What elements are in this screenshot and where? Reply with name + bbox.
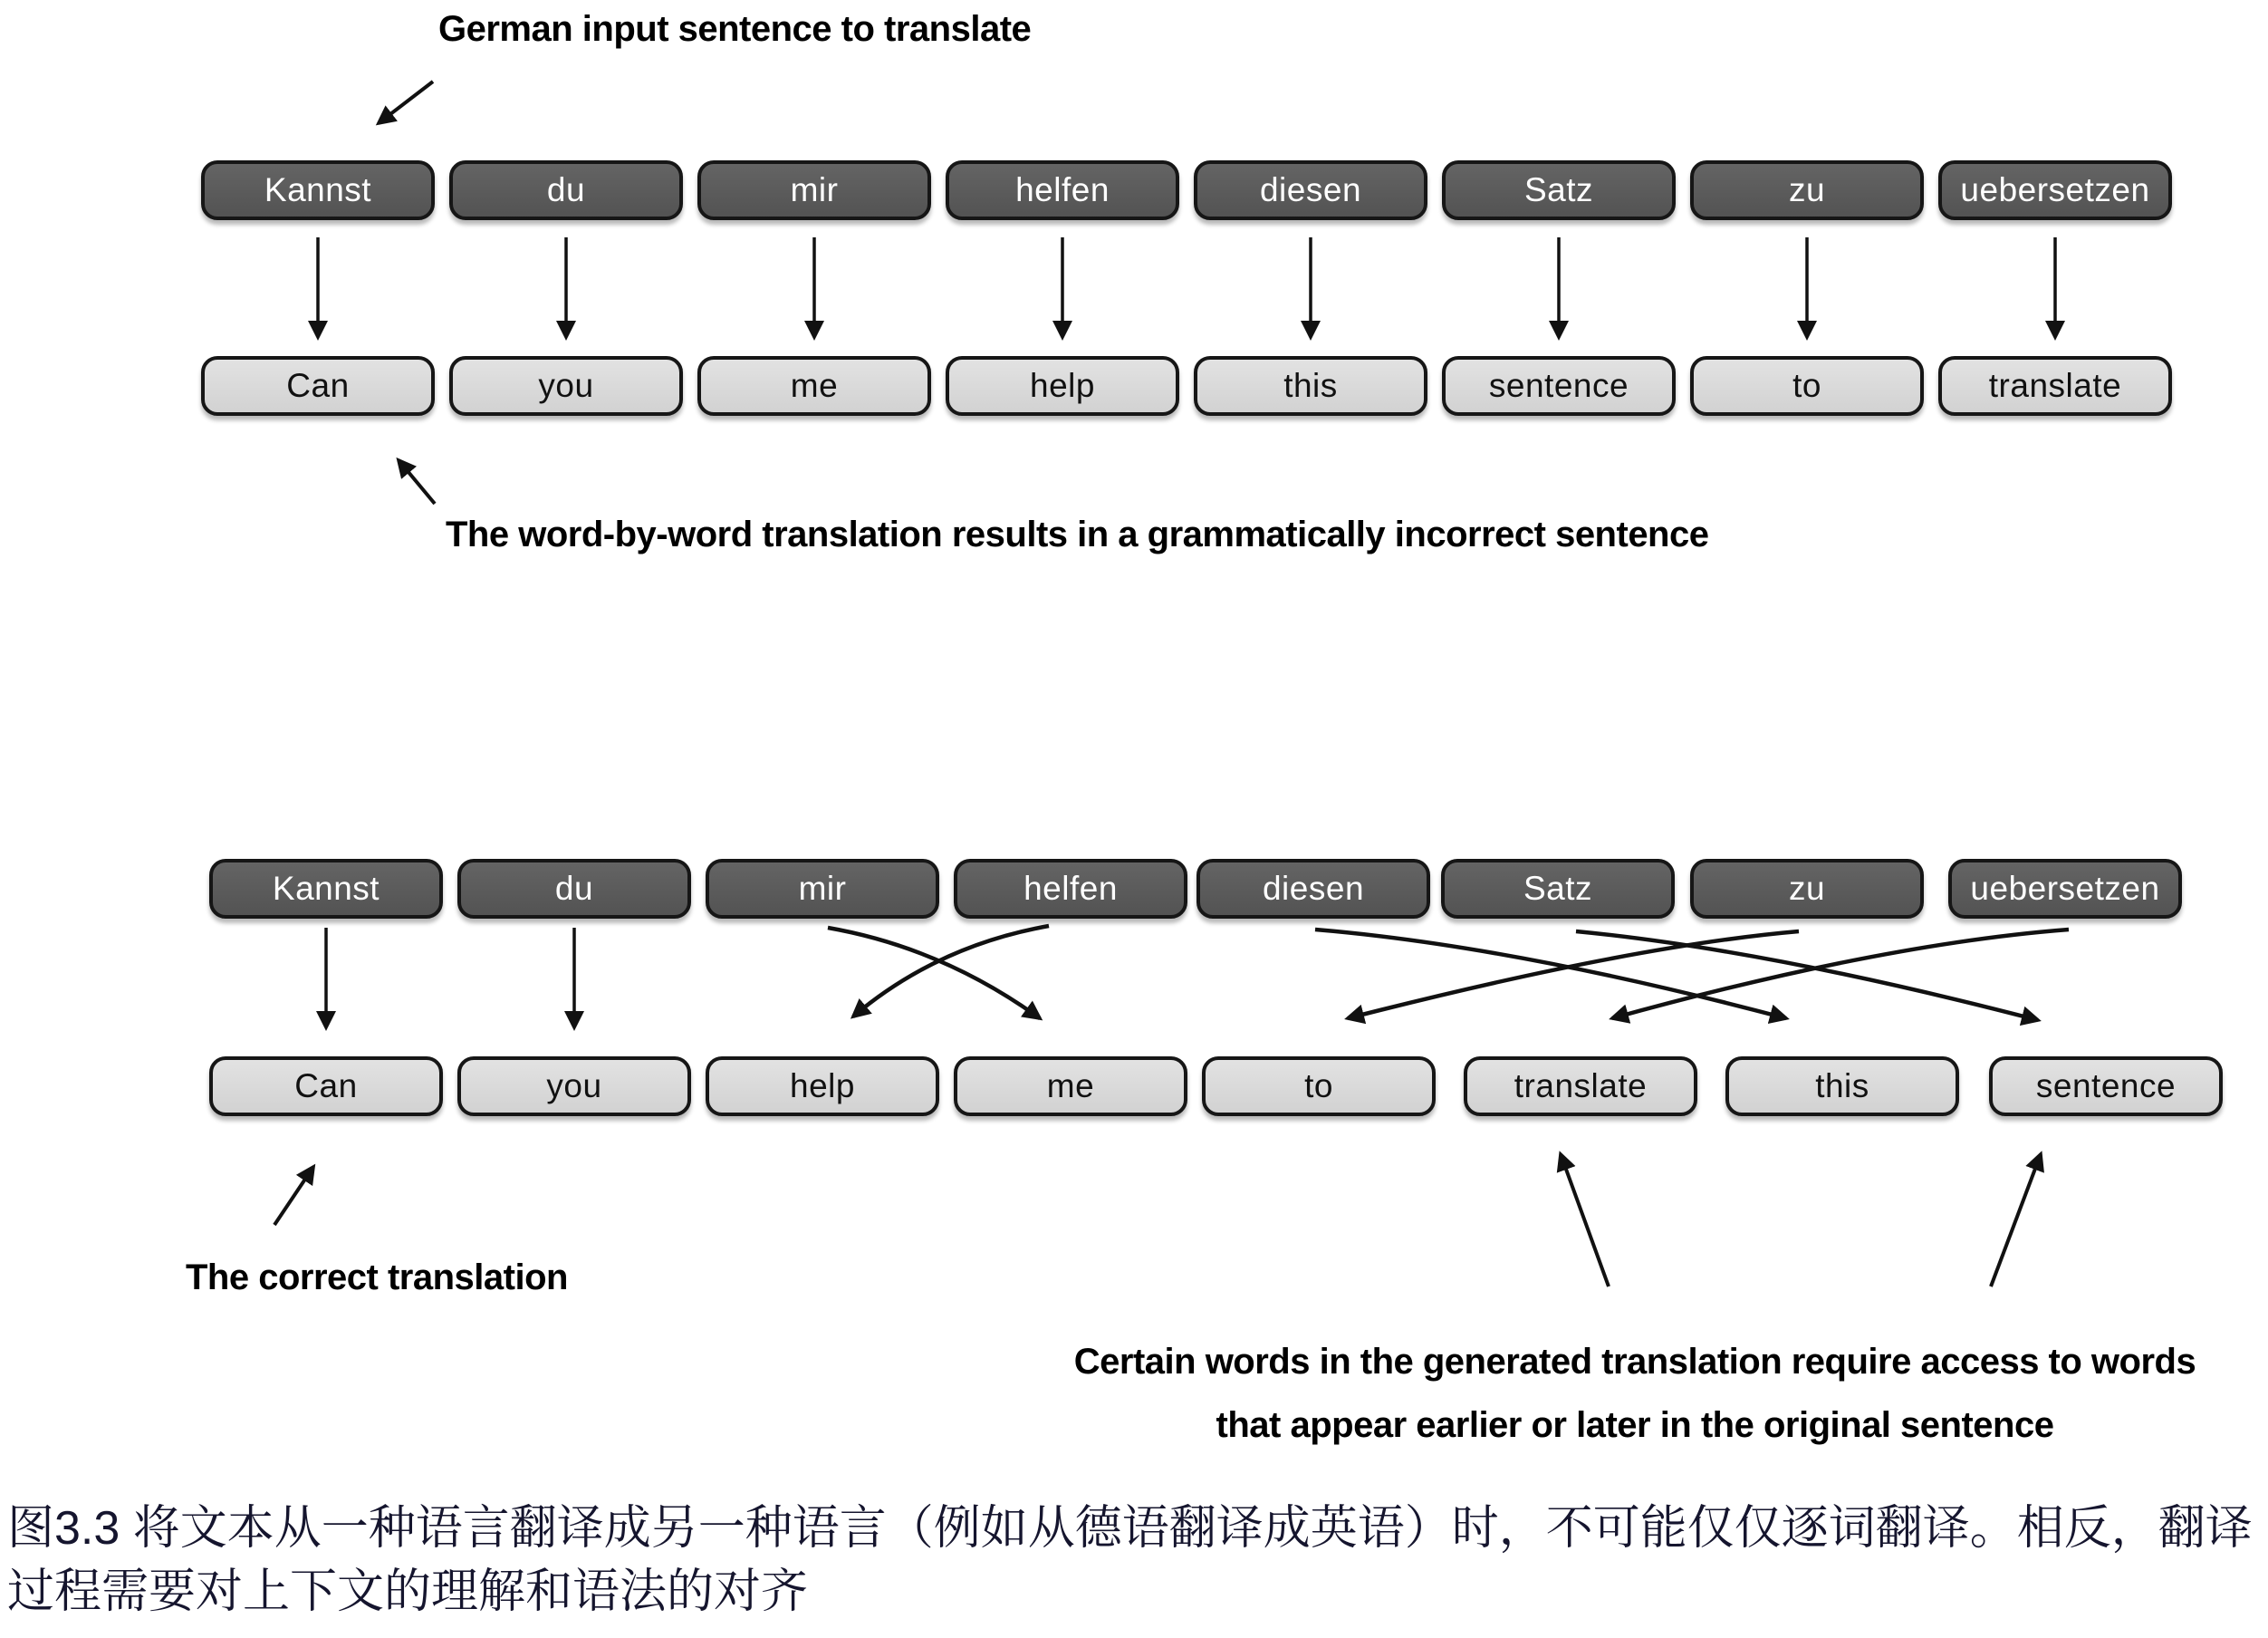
german-word-box: du	[457, 859, 691, 919]
annotation-arrow-access-right	[1991, 1154, 2041, 1286]
english-word-box: you	[457, 1056, 691, 1116]
annotation-access-line2: that appear earlier or later in the original sentence	[1216, 1405, 2054, 1445]
german-word-box: Kannst	[201, 160, 435, 220]
english-word-box: Can	[209, 1056, 443, 1116]
german-word-box: Satz	[1442, 160, 1676, 220]
english-word-box: to	[1202, 1056, 1436, 1116]
annotation-arrow-access-left	[1561, 1154, 1609, 1286]
german-word-box: zu	[1690, 859, 1924, 919]
curve-mir-me	[828, 928, 1040, 1018]
german-word-box: mir	[697, 160, 931, 220]
annotation-arrow-correct	[274, 1167, 313, 1225]
english-word-box: sentence	[1442, 356, 1676, 416]
english-word-box: sentence	[1989, 1056, 2223, 1116]
english-word-box: you	[449, 356, 683, 416]
english-word-box: help	[706, 1056, 939, 1116]
annotation-arrow-word-by-word	[399, 460, 435, 504]
english-word-box: this	[1194, 356, 1427, 416]
german-word-box: helfen	[946, 160, 1179, 220]
english-word-box: help	[946, 356, 1179, 416]
curve-satz-sentence	[1576, 931, 2038, 1020]
german-word-box: zu	[1690, 160, 1924, 220]
annotation-access-words	[1001, 1330, 2268, 1457]
figure-caption	[7, 1497, 2264, 1624]
german-word-box: Kannst	[209, 859, 443, 919]
annotation-word-by-word: The word-by-word translation results in a grammatically incorrect sentence	[446, 515, 1709, 554]
german-word-box: uebersetzen	[1938, 160, 2172, 220]
german-word-box: diesen	[1196, 859, 1430, 919]
german-word-box: du	[449, 160, 683, 220]
english-word-box: to	[1690, 356, 1924, 416]
annotation-correct-translation: The correct translation	[186, 1257, 568, 1297]
annotation-arrow-german-input	[379, 82, 433, 123]
english-word-box: translate	[1938, 356, 2172, 416]
english-word-box: me	[697, 356, 931, 416]
german-word-box: diesen	[1194, 160, 1427, 220]
german-word-box: mir	[706, 859, 939, 919]
annotation-german-input: German input sentence to translate	[438, 9, 1032, 49]
german-word-box: Satz	[1441, 859, 1675, 919]
english-word-box: Can	[201, 356, 435, 416]
english-word-box: me	[954, 1056, 1187, 1116]
german-word-box: helfen	[954, 859, 1187, 919]
caption-line2: 过程需要对上下文的理解和语法的对齐	[7, 1566, 809, 1618]
english-word-box: this	[1725, 1056, 1959, 1116]
english-word-box: translate	[1464, 1056, 1697, 1116]
german-word-box: uebersetzen	[1948, 859, 2182, 919]
caption-line1: 图3.3 将文本从一种语言翻译成另一种语言（例如从德语翻译成英语）时，不可能仅仅逐词翻译。相反，翻译	[7, 1502, 2253, 1555]
annotation-access-line1: Certain words in the generated translation require access to words	[1073, 1342, 2196, 1382]
